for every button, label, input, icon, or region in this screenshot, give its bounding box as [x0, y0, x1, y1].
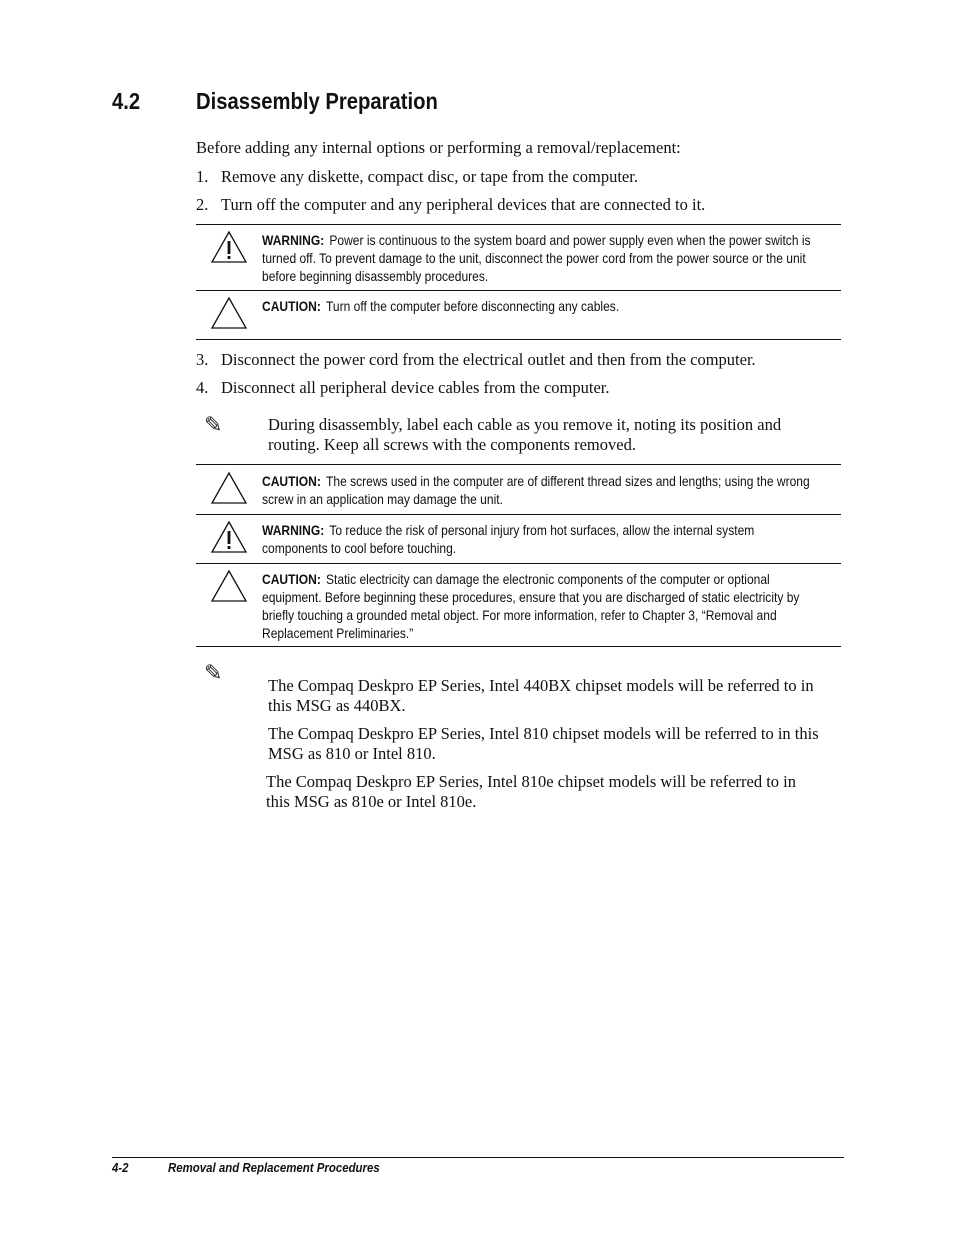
footer-page-number: 4-2 [112, 1160, 129, 1175]
step-text: Disconnect all peripheral device cables from the computer. [221, 378, 610, 397]
step-number: 4. [196, 378, 209, 397]
notice-text: Turn off the computer before disconnecting any cables. [326, 298, 620, 314]
step-number: 3. [196, 350, 209, 369]
notice-text: To reduce the risk of personal injury from hot surfaces, allow the internal system components to cool before touching. [262, 522, 755, 556]
step-number: 2. [196, 195, 209, 214]
note-text: The Compaq Deskpro EP Series, Intel 440BX chipset models will be referred to in this MSG as 440BX. [268, 676, 814, 715]
intro-text: Before adding any internal options or performing a removal/replacement: [196, 138, 681, 157]
warning-exclamation-icon [210, 520, 248, 554]
pencil-note-icon: ✎ [204, 660, 223, 685]
notice-divider [196, 290, 841, 291]
caution-notice [262, 472, 812, 508]
notice-divider [196, 339, 841, 340]
notice-label: WARNING: [262, 522, 325, 538]
notice-text: Power is continuous to the system board and power supply even when the power switch is turned off. To prevent damage to the unit, disconnect the power cord from the power source or the unit before beginning disassembly procedures. [262, 232, 811, 284]
notice-divider [196, 563, 841, 564]
notice-text: Static electricity can damage the electronic components of the computer or optional equipment. Before beginning these procedures, ensure that you are discharged of static electricity by briefly touching a grounded metal object. For more information, refer to Chapter 3, “Removal and Replacement Preliminaries.” [262, 571, 800, 641]
step-item [196, 195, 705, 215]
notice-text: The screws used in the computer are of different thread sizes and lengths; using the wrong screw in an application may damage the unit. [262, 473, 810, 507]
step-text: Turn off the computer and any peripheral devices that are connected to it. [221, 195, 706, 214]
note-text: The Compaq Deskpro EP Series, Intel 810e chipset models will be referred to in this MSG as 810e or Intel 810e. [266, 772, 797, 811]
notice-label: CAUTION: [262, 473, 321, 489]
warning-exclamation-icon [210, 230, 248, 264]
caution-notice [262, 297, 812, 315]
notice-label: WARNING: [262, 232, 325, 248]
notice-divider [196, 224, 841, 225]
section-number: 4.2 [112, 88, 141, 114]
notice-label: CAUTION: [262, 571, 321, 587]
caution-triangle-icon [210, 296, 248, 330]
step-text: Remove any diskette, compact disc, or tape from the computer. [221, 167, 638, 186]
step-item [196, 167, 638, 187]
section-title: Disassembly Preparation [196, 88, 438, 114]
footer-chapter-title: Removal and Replacement Procedures [168, 1160, 380, 1175]
step-item [196, 350, 756, 370]
step-text: Disconnect the power cord from the electrical outlet and then from the computer. [221, 350, 756, 369]
note-text: During disassembly, label each cable as you remove it, noting its position and routing. Keep all screws with the components removed. [268, 415, 782, 454]
footer-divider [112, 1157, 844, 1158]
step-item [196, 378, 610, 398]
caution-triangle-icon [210, 471, 248, 505]
step-number: 1. [196, 167, 209, 186]
note-text: The Compaq Deskpro EP Series, Intel 810 chipset models will be referred to in this MSG as 810 or Intel 810. [268, 724, 819, 763]
warning-notice [262, 231, 812, 285]
notice-divider [196, 646, 841, 647]
pencil-note-icon: ✎ [204, 412, 223, 437]
notice-label: CAUTION: [262, 298, 321, 314]
notice-divider [196, 514, 841, 515]
caution-notice [262, 570, 812, 642]
caution-triangle-icon [210, 569, 248, 603]
warning-notice [262, 521, 812, 557]
notice-divider [196, 464, 841, 465]
